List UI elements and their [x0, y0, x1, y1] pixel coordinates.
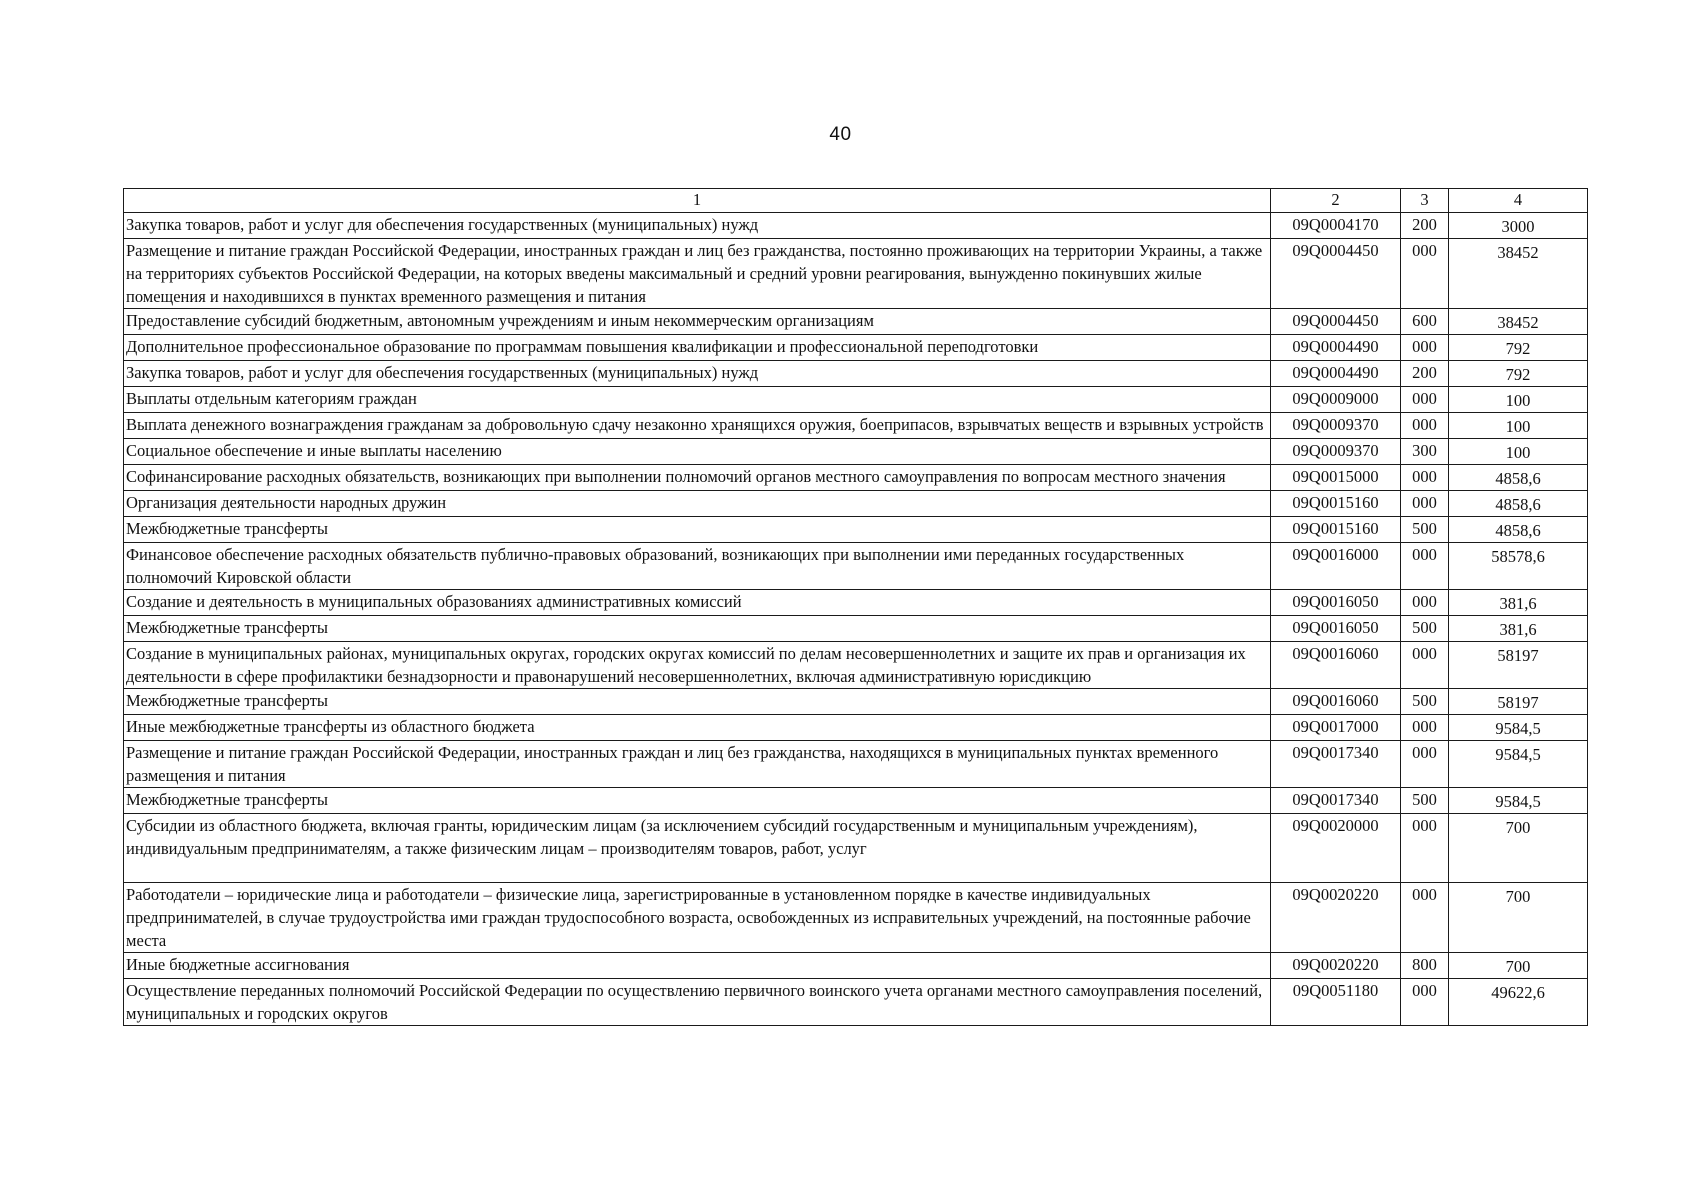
row-name: Межбюджетные трансферты	[124, 689, 1271, 715]
row-name: Межбюджетные трансферты	[124, 616, 1271, 642]
row-type: 000	[1401, 239, 1449, 309]
table-row	[124, 642, 1588, 689]
row-code: 09Q0016060	[1271, 689, 1401, 715]
row-code: 09Q0017000	[1271, 715, 1401, 741]
row-code: 09Q0016050	[1271, 590, 1401, 616]
row-code: 09Q0017340	[1271, 741, 1401, 788]
table-row	[124, 616, 1588, 642]
table-row	[124, 979, 1588, 1026]
table-row	[124, 491, 1588, 517]
table-row	[124, 689, 1588, 715]
table-row	[124, 517, 1588, 543]
row-sum: 100	[1449, 387, 1588, 413]
row-code: 09Q0015160	[1271, 517, 1401, 543]
row-name: Осуществление переданных полномочий Российской Федерации по осуществлению первичного воинского учета органами местного самоуправления поселений, муниципальных и городских округов	[124, 979, 1271, 1026]
row-name: Выплаты отдельным категориям граждан	[124, 387, 1271, 413]
row-type: 500	[1401, 689, 1449, 715]
row-type: 200	[1401, 213, 1449, 239]
row-code: 09Q0020000	[1271, 814, 1401, 883]
row-sum: 38452	[1449, 309, 1588, 335]
row-type: 000	[1401, 413, 1449, 439]
row-name: Иные бюджетные ассигнования	[124, 953, 1271, 979]
row-code: 09Q0051180	[1271, 979, 1401, 1026]
table-row	[124, 239, 1588, 309]
row-type: 500	[1401, 517, 1449, 543]
table-row	[124, 590, 1588, 616]
row-name: Дополнительное профессиональное образование по программам повышения квалификации и профессиональной переподготовки	[124, 335, 1271, 361]
row-sum: 58197	[1449, 642, 1588, 689]
row-type: 200	[1401, 361, 1449, 387]
table-row	[124, 387, 1588, 413]
row-code: 09Q0009370	[1271, 439, 1401, 465]
row-sum: 49622,6	[1449, 979, 1588, 1026]
table-row	[124, 788, 1588, 814]
row-code: 09Q0004450	[1271, 239, 1401, 309]
row-type: 000	[1401, 642, 1449, 689]
row-name: Выплата денежного вознаграждения гражданам за добровольную сдачу незаконно хранящихся оружия, боеприпасов, взрывчатых веществ и взрывных устройств	[124, 413, 1271, 439]
row-sum: 38452	[1449, 239, 1588, 309]
row-name: Межбюджетные трансферты	[124, 517, 1271, 543]
row-code: 09Q0016060	[1271, 642, 1401, 689]
table-row	[124, 309, 1588, 335]
row-name: Создание в муниципальных районах, муниципальных округах, городских округах комиссий по делам несовершеннолетних и защите их прав и организация их деятельности в сфере профилактики безнадзорности и правонарушений несовершеннолетних, включая административную юрисдикцию	[124, 642, 1271, 689]
row-code: 09Q0004490	[1271, 361, 1401, 387]
row-name: Предоставление субсидий бюджетным, автономным учреждениям и иным некоммерческим организациям	[124, 309, 1271, 335]
page-number: 40	[829, 124, 852, 145]
row-type: 000	[1401, 741, 1449, 788]
row-type: 600	[1401, 309, 1449, 335]
row-code: 09Q0015000	[1271, 465, 1401, 491]
row-name: Межбюджетные трансферты	[124, 788, 1271, 814]
table-row	[124, 465, 1588, 491]
row-sum: 58197	[1449, 689, 1588, 715]
row-code: 09Q0009000	[1271, 387, 1401, 413]
row-sum: 9584,5	[1449, 715, 1588, 741]
table-row	[124, 715, 1588, 741]
table-row	[124, 543, 1588, 590]
row-name: Работодатели – юридические лица и работодатели – физические лица, зарегистрированные в установленном порядке в качестве индивидуальных предпринимателей, в случае трудоустройства ими граждан трудоспособного возраста, освобожденных из исправительных учреждений, на постоянные рабочие места	[124, 883, 1271, 953]
row-type: 000	[1401, 335, 1449, 361]
row-code: 09Q0020220	[1271, 953, 1401, 979]
row-code: 09Q0016050	[1271, 616, 1401, 642]
row-type: 000	[1401, 491, 1449, 517]
header-type: 3	[1401, 189, 1449, 213]
table-row	[124, 413, 1588, 439]
row-type: 000	[1401, 387, 1449, 413]
row-code: 09Q0020220	[1271, 883, 1401, 953]
row-type: 000	[1401, 590, 1449, 616]
table-row	[124, 741, 1588, 788]
row-sum: 9584,5	[1449, 788, 1588, 814]
row-name: Субсидии из областного бюджета, включая гранты, юридическим лицам (за исключением субсидий государственным и муниципальным учреждениям), индивидуальным предпринимателям, а также физическим лицам – производителям товаров, работ, услуг	[124, 814, 1271, 883]
table-row	[124, 814, 1588, 883]
row-type: 800	[1401, 953, 1449, 979]
row-code: 09Q0004450	[1271, 309, 1401, 335]
row-sum: 381,6	[1449, 616, 1588, 642]
header-name: 1	[124, 189, 1271, 213]
row-type: 000	[1401, 543, 1449, 590]
table-row	[124, 883, 1588, 953]
row-sum: 9584,5	[1449, 741, 1588, 788]
row-code: 09Q0004490	[1271, 335, 1401, 361]
row-sum: 700	[1449, 814, 1588, 883]
table-body	[124, 213, 1588, 1026]
row-sum: 381,6	[1449, 590, 1588, 616]
row-sum: 792	[1449, 335, 1588, 361]
row-sum: 4858,6	[1449, 491, 1588, 517]
row-sum: 100	[1449, 439, 1588, 465]
table-row	[124, 335, 1588, 361]
table-header-row	[124, 189, 1588, 213]
row-type: 500	[1401, 788, 1449, 814]
row-sum: 700	[1449, 883, 1588, 953]
row-code: 09Q0015160	[1271, 491, 1401, 517]
row-type: 000	[1401, 814, 1449, 883]
row-sum: 58578,6	[1449, 543, 1588, 590]
row-type: 000	[1401, 979, 1449, 1026]
table-row	[124, 953, 1588, 979]
row-name: Размещение и питание граждан Российской Федерации, иностранных граждан и лиц без гражданства, постоянно проживающих на территории Украины, а также на территориях субъектов Российской Федерации, на которых введены максимальный и средний уровни реагирования, вынужденно покинувших жилые помещения и находившихся в пунктах временного размещения и питания	[124, 239, 1271, 309]
row-type: 500	[1401, 616, 1449, 642]
row-name: Закупка товаров, работ и услуг для обеспечения государственных (муниципальных) нужд	[124, 361, 1271, 387]
row-code: 09Q0016000	[1271, 543, 1401, 590]
row-code: 09Q0004170	[1271, 213, 1401, 239]
table-row	[124, 361, 1588, 387]
row-type: 000	[1401, 465, 1449, 491]
table-row	[124, 213, 1588, 239]
row-name: Социальное обеспечение и иные выплаты населению	[124, 439, 1271, 465]
row-sum: 4858,6	[1449, 517, 1588, 543]
row-sum: 100	[1449, 413, 1588, 439]
row-name: Организация деятельности народных дружин	[124, 491, 1271, 517]
row-type: 300	[1401, 439, 1449, 465]
row-code: 09Q0009370	[1271, 413, 1401, 439]
header-code: 2	[1271, 189, 1401, 213]
row-code: 09Q0017340	[1271, 788, 1401, 814]
row-sum: 4858,6	[1449, 465, 1588, 491]
table-row	[124, 439, 1588, 465]
row-sum: 3000	[1449, 213, 1588, 239]
row-name: Финансовое обеспечение расходных обязательств публично-правовых образований, возникающих при выполнении ими переданных государственных полномочий Кировской области	[124, 543, 1271, 590]
header-sum: 4	[1449, 189, 1588, 213]
row-name: Закупка товаров, работ и услуг для обеспечения государственных (муниципальных) нужд	[124, 213, 1271, 239]
row-type: 000	[1401, 715, 1449, 741]
row-name: Размещение и питание граждан Российской Федерации, иностранных граждан и лиц без гражданства, находящихся в муниципальных пунктах временного размещения и питания	[124, 741, 1271, 788]
row-type: 000	[1401, 883, 1449, 953]
row-name: Иные межбюджетные трансферты из областного бюджета	[124, 715, 1271, 741]
row-name: Создание и деятельность в муниципальных образованиях административных комиссий	[124, 590, 1271, 616]
budget-table	[123, 188, 1588, 1026]
row-sum: 792	[1449, 361, 1588, 387]
row-name: Софинансирование расходных обязательств, возникающих при выполнении полномочий органов местного самоуправления по вопросам местного значения	[124, 465, 1271, 491]
row-sum: 700	[1449, 953, 1588, 979]
